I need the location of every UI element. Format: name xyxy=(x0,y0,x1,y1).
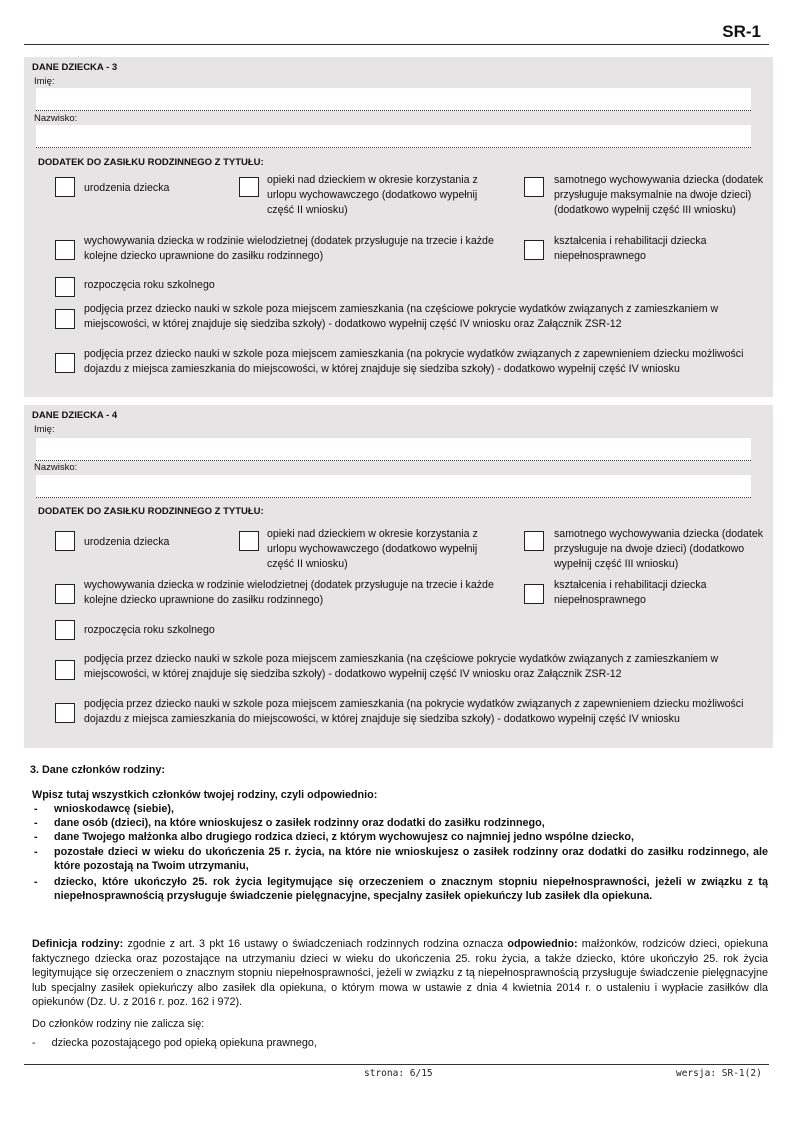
checkbox-care[interactable] xyxy=(239,177,259,197)
option-school-year-label: rozpoczęcia roku szkolnego xyxy=(84,279,215,291)
option-birth-label: urodzenia dziecka xyxy=(84,536,170,548)
excluded-item xyxy=(32,1036,768,1051)
first-name-field[interactable] xyxy=(36,88,751,111)
option-large-family-label: wychowywania dziecka w rodzinie wielodzietnej (dodatek przysługuje na trzecie i każde kolejne dziecko uprawnione do zasiłku rodzinnego) xyxy=(84,579,494,606)
excluded-intro: Do członków rodziny nie zalicza się: xyxy=(32,1018,205,1030)
option-school-commute-label: podjęcia przez dziecko nauki w szkole poza miejscem zamieszkania (na pokrycie wydatków związanych z zapewnieniem dziecku możliwości dojazdu z miejsca zamieszkania do miejscowości, w której znajduje się siedziba szkoły) - dodatkowo wypełnij część IV wniosku xyxy=(84,348,744,375)
definition-text-2: małżonków, rodziców dzieci, opiekuna faktycznego dziecka oraz pozostające na utrzymaniu dzieci w wieku do ukończenia 25. roku życia, a także dziecko, które ukończyło 25. rok życia legitymujące się orzeczeniem o znacznym stopniu niepełnosprawności, jeżeli w związku z tą niepełnosprawnością przysługuje świadczenie pielęgnacyjne lub specjalny zasiłek opiekuńczy albo zasiłek dla opiekuna, o którym mowa w ustawie z dnia 4 kwietnia 2014 r. o ustaleniu i wypłacie zasiłków dla opiekunów (Dz. U. z 2016 r. poz. 162 i 972). xyxy=(32,938,768,1008)
page-number: strona: 6/15 xyxy=(364,1068,433,1079)
checkbox-birth[interactable] xyxy=(55,531,75,551)
checkbox-disabled[interactable] xyxy=(524,584,544,604)
list-item: - dziecko, które ukończyło 25. rok życia legitymujące się orzeczeniem o znacznym stopniu niepełnosprawności, jeżeli w związku z tą niepełnosprawnością przysługuje świadczenie pielęgnacyjne, specjalny zasiłek opiekuńczy lub zasiłek dla opiekuna. xyxy=(32,875,768,903)
checkbox-care[interactable] xyxy=(239,531,259,551)
checkbox-large-family[interactable] xyxy=(55,240,75,260)
header-rule xyxy=(24,44,769,45)
option-large-family-label: wychowywania dziecka w rodzinie wielodzietnej (dodatek przysługuje na trzecie i każde kolejne dziecko uprawnione do zasiłku rodzinnego) xyxy=(84,235,494,262)
option-disabled-label: kształcenia i rehabilitacji dziecka niepełnosprawnego xyxy=(554,235,707,262)
first-name-label: Imię: xyxy=(34,424,55,435)
child-section-4 xyxy=(24,405,773,748)
family-members-list xyxy=(32,802,768,903)
supplement-title: DODATEK DO ZASIŁKU RODZINNEGO Z TYTUŁU: xyxy=(38,157,264,168)
excluded-item-text: dziecka pozostającego pod opieką opiekuna prawnego, xyxy=(51,1037,317,1049)
checkbox-school-housing[interactable] xyxy=(55,309,75,329)
checkbox-birth[interactable] xyxy=(55,177,75,197)
checkbox-single[interactable] xyxy=(524,177,544,197)
child-section-title: DANE DZIECKA - 4 xyxy=(32,410,118,421)
last-name-label: Nazwisko: xyxy=(34,462,78,473)
definition-emphasis: odpowiednio: xyxy=(507,938,578,950)
definition-text-1: zgodnie z art. 3 pkt 16 ustawy o świadczeniach rodzinnych rodzina oznacza xyxy=(123,938,508,950)
first-name-field[interactable] xyxy=(36,438,751,461)
list-dash: - xyxy=(32,1037,36,1049)
last-name-label: Nazwisko: xyxy=(34,113,78,124)
option-school-housing-label: podjęcia przez dziecko nauki w szkole poza miejscem zamieszkania (na częściowe pokrycie wydatków związanych z zamieszkaniem w miejscowości, w której znajduje się siedziba szkoły) - dodatkowo wypełnij część IV wniosku oraz Załącznik ZSR-12 xyxy=(84,303,719,330)
list-item: - dane osób (dzieci), na które wnioskujesz o zasiłek rodzinny oraz dodatki do zasiłku rodzinnego, xyxy=(32,816,768,830)
last-name-field[interactable] xyxy=(36,125,751,148)
form-version: wersja: SR-1(2) xyxy=(676,1068,762,1079)
footer-rule xyxy=(24,1064,769,1065)
definition-label: Definicja rodziny: xyxy=(32,938,124,950)
option-single-label: samotnego wychowywania dziecka (dodatek przysługuje maksymalnie na dwoje dzieci) (dodatkowo wypełnij część III wniosku) xyxy=(554,174,764,216)
first-name-label: Imię: xyxy=(34,76,55,87)
option-care-label: opieki nad dzieckiem w okresie korzystania z urlopu wychowawczego (dodatkowo wypełnij część II wniosku) xyxy=(267,528,478,570)
checkbox-single[interactable] xyxy=(524,531,544,551)
checkbox-school-housing[interactable] xyxy=(55,660,75,680)
checkbox-school-year[interactable] xyxy=(55,620,75,640)
child-section-title: DANE DZIECKA - 3 xyxy=(32,62,118,73)
form-code: SR-1 xyxy=(722,22,761,41)
option-school-year-label: rozpoczęcia roku szkolnego xyxy=(84,624,215,636)
option-school-housing-label: podjęcia przez dziecko nauki w szkole poza miejscem zamieszkania (na częściowe pokrycie wydatków związanych z zamieszkaniem w miejscowości, w której znajduje się siedziba szkoły) - dodatkowo wypełnij część IV wniosku oraz Załącznik ZSR-12 xyxy=(84,653,719,680)
option-birth-label: urodzenia dziecka xyxy=(84,182,170,194)
list-item: - wnioskodawcę (siebie), xyxy=(32,802,768,816)
option-care-label: opieki nad dzieckiem w okresie korzystania z urlopu wychowawczego (dodatkowo wypełnij część II wniosku) xyxy=(267,174,478,216)
checkbox-large-family[interactable] xyxy=(55,584,75,604)
family-intro: Wpisz tutaj wszystkich członków twojej rodziny, czyli odpowiednio: xyxy=(32,789,378,801)
option-disabled-label: kształcenia i rehabilitacji dziecka niepełnosprawnego xyxy=(554,579,707,606)
list-item: - dane Twojego małżonka albo drugiego rodzica dzieci, z którym wychowujesz co najmniej jedno wspólne dziecko, xyxy=(32,830,768,844)
family-definition xyxy=(32,937,768,1010)
checkbox-school-year[interactable] xyxy=(55,277,75,297)
checkbox-school-commute[interactable] xyxy=(55,353,75,373)
option-single-label: samotnego wychowywania dziecka (dodatek przysługuje na dwoje dzieci) (dodatkowo wypełnij część III wniosku) xyxy=(554,528,764,570)
last-name-field[interactable] xyxy=(36,475,751,498)
list-item: - pozostałe dzieci w wieku do ukończenia 25 r. życia, na które nie wnioskujesz o zasiłek rodzinny oraz dodatki do zasiłku rodzinnego, ale które pozostają na Twoim utrzymaniu, xyxy=(32,845,768,873)
supplement-title: DODATEK DO ZASIŁKU RODZINNEGO Z TYTUŁU: xyxy=(38,506,264,517)
checkbox-school-commute[interactable] xyxy=(55,703,75,723)
checkbox-disabled[interactable] xyxy=(524,240,544,260)
option-school-commute-label: podjęcia przez dziecko nauki w szkole poza miejscem zamieszkania (na pokrycie wydatków związanych z zapewnieniem dziecku możliwości dojazdu z miejsca zamieszkania do miejscowości, w której znajduje się siedziba szkoły) - dodatkowo wypełnij część IV wniosku xyxy=(84,698,744,725)
child-section-3 xyxy=(24,57,773,397)
family-heading: 3. Dane członków rodziny: xyxy=(30,764,165,776)
